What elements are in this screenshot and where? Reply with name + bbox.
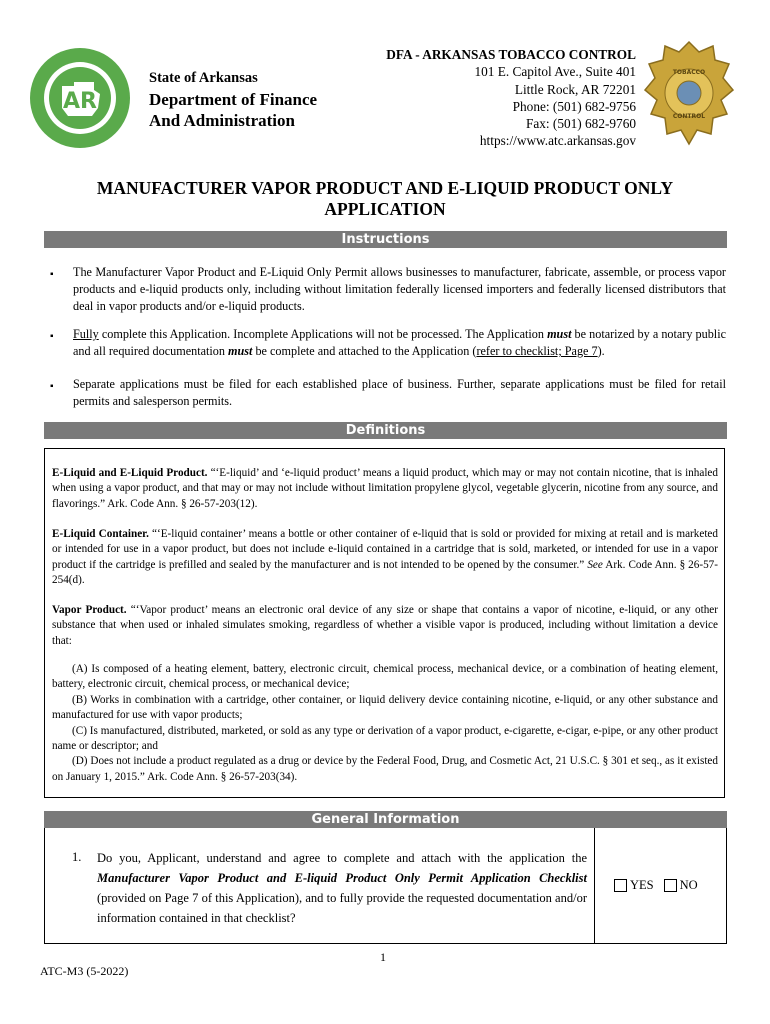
question-number: 1. [72,850,82,864]
dfa-seal-logo [28,46,132,150]
title-line-1: MANUFACTURER VAPOR PRODUCT AND E-LIQUID PRODUCT ONLY [96,178,674,198]
department-line-1: Department of Finance [149,90,318,109]
instructions-heading: Instructions [44,231,727,248]
checklist-title: Manufacturer Vapor Product and E-liquid Product Only Permit Application Checklist [97,871,587,885]
contact-address-1: 101 E. Capitol Ave., Suite 401 [474,64,636,80]
state-name: State of Arkansas [149,70,258,86]
instruction-item-1: The Manufacturer Vapor Product and E-Liquid Only Permit allows businesses to manufacturer, fabricate, assemble, or process vapor products and e-liquid products only, including without limitation federally licensed importers and federally licensed distributors that deal in vapor products and/or e-liquid products. [73,265,726,313]
department-name [149,89,317,131]
contact-block [386,46,636,150]
instruction-item-2 [73,326,726,360]
department-line-2: And Administration [149,111,295,130]
question-text-b: (provided on Page 7 of this Application), and to fully provide the requested documentation and/or information contained in that checklist? [97,891,587,925]
yes-checkbox[interactable] [614,879,627,892]
definition-text: “‘E-liquid’ and ‘e-liquid product’ means a liquid product, which may or may not contain nicotine, that is inhaled when using a vapor product, and that may or may not include without limitation propylene glycol, vegetable glycerin, nicotine from any source, and flavorings.” Ark. Code Ann. § 26-57-203(12). [52,467,718,510]
bullet-icon: ▪ [50,269,54,280]
tobacco-control-badge-icon [643,38,735,150]
form-code: ATC-M3 (5-2022) [40,964,129,978]
contact-phone: Phone: (501) 682-9756 [512,98,636,114]
bullet-icon: ▪ [50,331,54,342]
contact-fax: Fax: (501) 682-9760 [525,116,636,132]
definitions-heading: Definitions [44,422,727,439]
table-column-divider [594,828,595,944]
contact-org: DFA - ARKANSAS TOBACCO CONTROL [386,47,636,62]
subitem-c: (C) Is manufactured, distributed, marketed, or sold as any type or derivation of a vapor product, e-cigarette, e-cigar, e-pipe, or any other product name or descriptor; and [52,724,718,753]
contact-address-2: Little Rock, AR 72201 [514,81,636,97]
subitem-a: (A) Is composed of a heating element, battery, electronic circuit, chemical process, mechanical device, or a combination of heating element, battery, electronic circuit, chemical process, or mechanical device; [52,663,718,691]
vapor-product-subitems [52,662,718,785]
see-emphasis: See [587,558,603,571]
checklist-reference-link[interactable]: refer to checklist; Page 7 [476,344,598,358]
question-text-a: Do you, Applicant, understand and agree to complete and attach with the application the [97,851,587,865]
bullet-icon: ▪ [50,381,54,392]
instruction-item-3: Separate applications must be filed for each established place of business. Further, separate applications must be filed for retail permits and salesperson permits. [73,377,726,408]
instruction-2-text-d: ). [597,344,605,358]
must-emphasis: must [228,344,253,358]
page-number: 1 [380,950,386,964]
question-1-text [97,848,587,928]
definition-term: Vapor Product. [52,604,127,616]
definition-e-liquid [52,466,718,512]
instruction-2-text-c: be complete and attached to the Application ( [252,344,477,358]
title-line-2: APPLICATION [324,199,446,219]
yes-no-choice [614,878,698,893]
general-information-heading: General Information [44,811,727,828]
subitem-b: (B) Works in combination with a cartridge, other container, or liquid delivery device containing nicotine, e-liquid, or any other substance and manufactured for use with vapor products; [52,693,718,722]
definition-term: E-Liquid Container. [52,528,149,540]
definition-term: E-Liquid and E-Liquid Product. [52,467,208,479]
badge-bottom-text: CONTROL [672,113,706,120]
definition-citation: Ark. Code Ann. § 26-57-254(d). [52,558,719,587]
instruction-2-text-a: complete this Application. Incomplete Applications will not be processed. The Application [98,327,548,341]
instruction-2-text-b: be notarized by a notary public and all required documentation [73,327,726,358]
seal-mark-text: AR [63,89,97,114]
contact-website[interactable]: https://www.atc.arkansas.gov [479,133,636,149]
definition-e-liquid-container [52,527,718,589]
no-checkbox[interactable] [664,879,677,892]
yes-label: YES [630,878,654,892]
subitem-d: (D) Does not include a product regulated as a drug or device by the Federal Food, Drug, and Cosmetic Act, 21 U.S.C. § 301 et seq., as it existed on January 1, 2015.” Ark. Code Ann. § 26-57-203(34). [52,755,718,783]
document-title [40,178,730,220]
must-emphasis: must [547,327,572,341]
badge-top-text: TOBACCO [672,69,706,76]
definition-text: “‘E-liquid container’ means a bottle or other container of e-liquid that is sold or provided for mixing at retail and is marketed or intended for use in a vapor product, but does not include e-liquid contained in a cartridge that is sold, marketed, or intended for use in a vapor product if the cartridge is prefilled and sealed by the manufacturer and is not intended to be opened by the consumer.” [52,528,718,571]
fully-emphasis: Fully [73,327,99,341]
no-label: NO [679,878,698,892]
definition-text: “‘Vapor product’ means an electronic oral device of any size or shape that contains a vapor of nicotine, e-liquid, or any other substance that when used or inhaled simulates smoking, regardless of whether a visible vapor is produced, including without limitation a device that: [52,604,718,647]
definition-vapor-product [52,603,718,649]
